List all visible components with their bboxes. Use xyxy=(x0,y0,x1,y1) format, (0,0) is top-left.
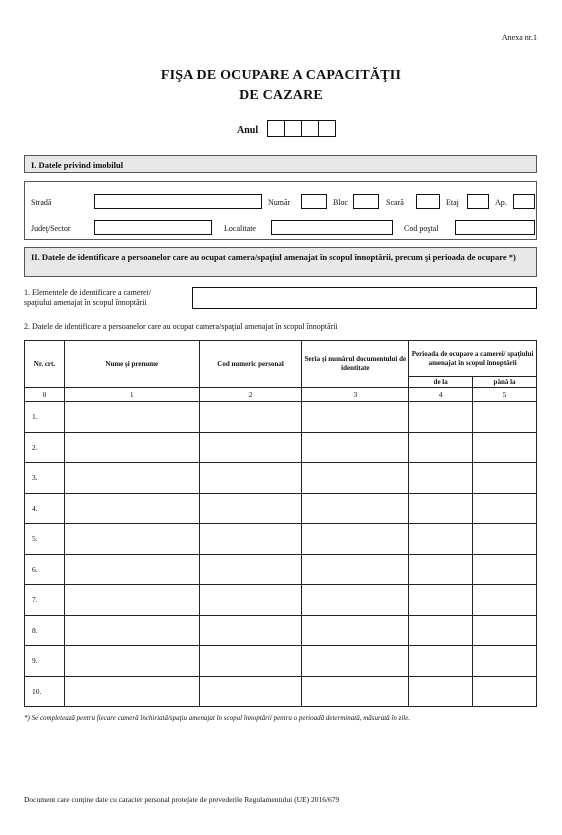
row-number: 2. xyxy=(25,432,65,463)
from-date-cell[interactable] xyxy=(409,646,473,677)
street-field[interactable] xyxy=(94,194,262,209)
cnp-cell[interactable] xyxy=(199,646,302,677)
name-cell[interactable] xyxy=(64,493,199,524)
year-digit-box[interactable] xyxy=(267,120,285,137)
cnp-cell[interactable] xyxy=(199,402,302,433)
column-number: 4 xyxy=(409,388,473,402)
table-row xyxy=(25,615,537,646)
row-number: 9. xyxy=(25,646,65,677)
cnp-cell[interactable] xyxy=(199,524,302,555)
header-from: de la xyxy=(409,377,473,388)
from-date-cell[interactable] xyxy=(409,676,473,707)
from-date-cell[interactable] xyxy=(409,524,473,555)
to-date-cell[interactable] xyxy=(473,676,537,707)
from-date-cell[interactable] xyxy=(409,463,473,494)
to-date-cell[interactable] xyxy=(473,524,537,555)
id-document-cell[interactable] xyxy=(302,585,409,616)
from-date-cell[interactable] xyxy=(409,554,473,585)
table-row xyxy=(25,432,537,463)
to-date-cell[interactable] xyxy=(473,554,537,585)
cnp-cell[interactable] xyxy=(199,676,302,707)
id-document-cell[interactable] xyxy=(302,615,409,646)
apartment-field[interactable] xyxy=(513,194,535,209)
name-cell[interactable] xyxy=(64,432,199,463)
table-row xyxy=(25,554,537,585)
cnp-cell[interactable] xyxy=(199,554,302,585)
header-nr: Nr. crt. xyxy=(25,341,65,388)
table-row xyxy=(25,524,537,555)
table-row xyxy=(25,585,537,616)
room-identification-field[interactable] xyxy=(192,287,537,309)
postal-code-label: Cod poştal xyxy=(404,224,439,233)
header-id-document: Seria şi numărul documentului de identitate xyxy=(302,341,409,388)
id-document-cell[interactable] xyxy=(302,676,409,707)
annex-number: Anexa nr.1 xyxy=(501,33,537,42)
id-document-cell[interactable] xyxy=(302,524,409,555)
cnp-cell[interactable] xyxy=(199,463,302,494)
from-date-cell[interactable] xyxy=(409,402,473,433)
row-number: 4. xyxy=(25,493,65,524)
cnp-cell[interactable] xyxy=(199,493,302,524)
apartment-label: Ap. xyxy=(495,198,507,207)
to-date-cell[interactable] xyxy=(473,585,537,616)
staircase-label: Scară xyxy=(386,198,404,207)
section-1-heading: I. Datele privind imobilul xyxy=(24,155,537,173)
to-date-cell[interactable] xyxy=(473,463,537,494)
row-number: 5. xyxy=(25,524,65,555)
floor-field[interactable] xyxy=(467,194,489,209)
postal-code-field[interactable] xyxy=(455,220,535,235)
id-document-cell[interactable] xyxy=(302,646,409,677)
block-label: Bloc xyxy=(333,198,349,207)
year-digit-box[interactable] xyxy=(318,120,336,137)
county-field[interactable] xyxy=(94,220,212,235)
row-number: 8. xyxy=(25,615,65,646)
header-name: Nume şi prenume xyxy=(64,341,199,388)
section-2-heading: II. Datele de identificare a persoanelor care au ocupat camera/spaţiul amenajat în scopul înnoptării, precum şi perioada de ocupare *) xyxy=(24,247,537,277)
year-input-boxes[interactable] xyxy=(268,120,336,137)
name-cell[interactable] xyxy=(64,402,199,433)
name-cell[interactable] xyxy=(64,676,199,707)
row-number: 10. xyxy=(25,676,65,707)
id-document-cell[interactable] xyxy=(302,463,409,494)
title-line-2: DE CAZARE xyxy=(239,88,323,103)
name-cell[interactable] xyxy=(64,615,199,646)
id-document-cell[interactable] xyxy=(302,493,409,524)
table-row xyxy=(25,646,537,677)
row-number: 7. xyxy=(25,585,65,616)
year-label: Anul xyxy=(237,125,259,136)
cnp-cell[interactable] xyxy=(199,585,302,616)
table-row xyxy=(25,402,537,433)
to-date-cell[interactable] xyxy=(473,646,537,677)
from-date-cell[interactable] xyxy=(409,615,473,646)
from-date-cell[interactable] xyxy=(409,493,473,524)
footnote: *) Se completează pentru fiecare cameră închiriată/spaţiu amenajat în scopul înnoptării pentru o perioadă determinată, măsurată în zile. xyxy=(24,714,411,722)
cnp-cell[interactable] xyxy=(199,615,302,646)
from-date-cell[interactable] xyxy=(409,432,473,463)
floor-label: Etaj xyxy=(446,198,459,207)
name-cell[interactable] xyxy=(64,463,199,494)
row-number: 3. xyxy=(25,463,65,494)
to-date-cell[interactable] xyxy=(473,402,537,433)
street-label: Stradă xyxy=(31,198,52,207)
locality-label: Localitate xyxy=(224,224,256,233)
column-number: 3 xyxy=(302,388,409,402)
id-document-cell[interactable] xyxy=(302,432,409,463)
persons-data-label: 2. Datele de identificare a persoanelor care au ocupat camera/spaţiul amenajat în scopul înnoptării xyxy=(24,322,338,331)
table-row xyxy=(25,676,537,707)
column-number: 2 xyxy=(199,388,302,402)
footer-notice: Document care conţine date cu caracter personal protejate de prevederile Regulamentului (UE) 2016/679 xyxy=(24,795,340,804)
number-label: Număr xyxy=(268,198,291,207)
room-identification-line-2: spaţiului amenajat în scopul înnoptării xyxy=(24,298,147,307)
room-identification-label xyxy=(24,288,151,308)
column-number: 0 xyxy=(25,388,65,402)
room-identification-line-1: 1. Elementele de identificare a camerei/ xyxy=(24,288,152,297)
page-title xyxy=(0,66,562,106)
name-cell[interactable] xyxy=(64,554,199,585)
name-cell[interactable] xyxy=(64,585,199,616)
county-label: Judeţ/Sector xyxy=(31,224,71,233)
occupancy-table xyxy=(24,340,537,707)
name-cell[interactable] xyxy=(64,646,199,677)
header-cnp: Cod numeric personal xyxy=(199,341,302,388)
from-date-cell[interactable] xyxy=(409,585,473,616)
row-number: 1. xyxy=(25,402,65,433)
column-number: 1 xyxy=(64,388,199,402)
row-number: 6. xyxy=(25,554,65,585)
title-line-1: FIŞA DE OCUPARE A CAPACITĂŢII xyxy=(160,68,402,83)
id-document-cell[interactable] xyxy=(302,402,409,433)
id-document-cell[interactable] xyxy=(302,554,409,585)
table-row xyxy=(25,493,537,524)
number-field[interactable] xyxy=(301,194,327,209)
staircase-field[interactable] xyxy=(416,194,440,209)
to-date-cell[interactable] xyxy=(473,432,537,463)
header-period: Perioada de ocupare a camerei/ spaţiului amenajat în scopul înnoptării xyxy=(409,341,537,377)
column-number: 5 xyxy=(473,388,537,402)
cnp-cell[interactable] xyxy=(199,432,302,463)
to-date-cell[interactable] xyxy=(473,615,537,646)
header-to: până la xyxy=(473,377,537,388)
locality-field[interactable] xyxy=(271,220,393,235)
table-row xyxy=(25,463,537,494)
year-digit-box[interactable] xyxy=(301,120,319,137)
year-digit-box[interactable] xyxy=(284,120,302,137)
block-field[interactable] xyxy=(353,194,379,209)
to-date-cell[interactable] xyxy=(473,493,537,524)
name-cell[interactable] xyxy=(64,524,199,555)
